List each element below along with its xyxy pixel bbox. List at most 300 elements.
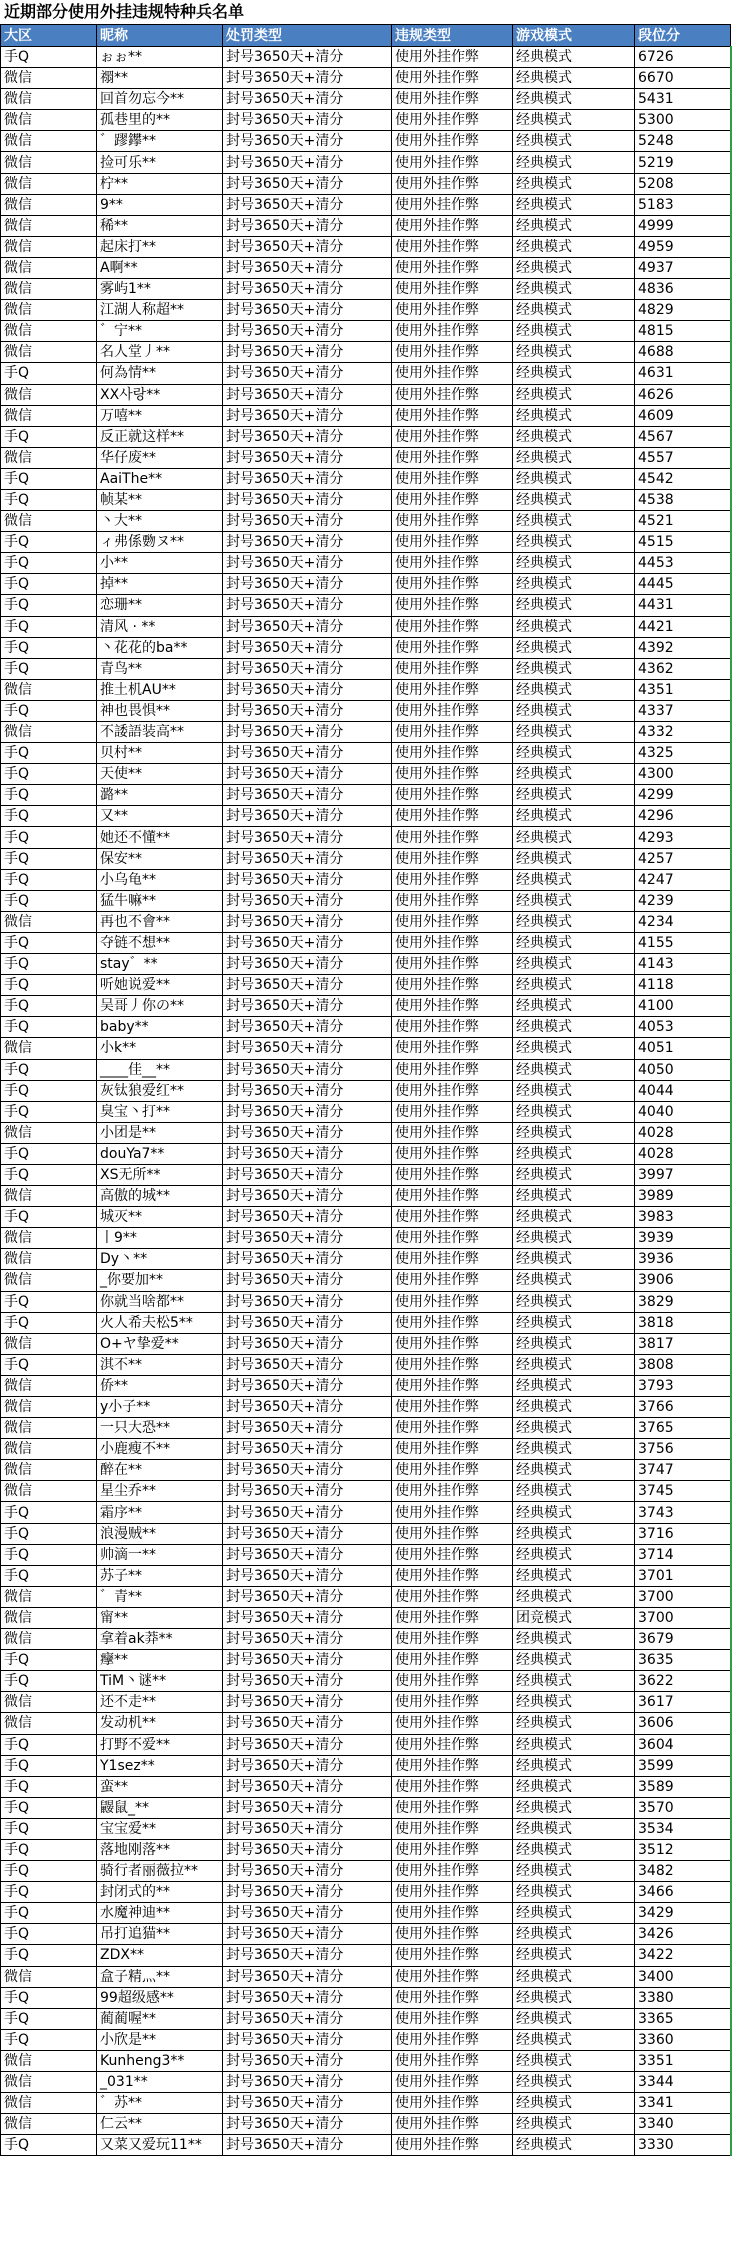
- cell-region: 微信: [1, 1249, 97, 1270]
- cell-region: 微信: [1, 447, 97, 468]
- cell-nickname: 小k**: [97, 1038, 223, 1059]
- cell-game-mode: 经典模式: [513, 1333, 635, 1354]
- cell-violation: 使用外挂作弊: [392, 2050, 513, 2071]
- cell-rank-score: 3793: [635, 1375, 731, 1396]
- cell-game-mode: 经典模式: [513, 489, 635, 510]
- cell-nickname: 名人堂丿**: [97, 342, 223, 363]
- cell-game-mode: 经典模式: [513, 2050, 635, 2071]
- table-row: [1, 89, 731, 110]
- cell-game-mode: 经典模式: [513, 932, 635, 953]
- cell-rank-score: 3765: [635, 1418, 731, 1439]
- cell-game-mode: 经典模式: [513, 1650, 635, 1671]
- cell-penalty: 封号3650天+清分: [223, 1080, 392, 1101]
- cell-game-mode: 经典模式: [513, 131, 635, 152]
- cell-game-mode: 经典模式: [513, 1586, 635, 1607]
- cell-region: 手Q: [1, 848, 97, 869]
- cell-game-mode: 经典模式: [513, 637, 635, 658]
- cell-penalty: 封号3650天+清分: [223, 1734, 392, 1755]
- table-row: [1, 511, 731, 532]
- cell-region: 手Q: [1, 932, 97, 953]
- cell-rank-score: 3341: [635, 2093, 731, 2114]
- cell-penalty: 封号3650天+清分: [223, 1164, 392, 1185]
- cell-nickname: ゛蹘鑻**: [97, 131, 223, 152]
- cell-region: 手Q: [1, 1291, 97, 1312]
- cell-penalty: 封号3650天+清分: [223, 1038, 392, 1059]
- cell-penalty: 封号3650天+清分: [223, 911, 392, 932]
- cell-violation: 使用外挂作弊: [392, 363, 513, 384]
- cell-nickname: XS无所**: [97, 1164, 223, 1185]
- table-row: [1, 1460, 731, 1481]
- cell-nickname: ZDX**: [97, 1945, 223, 1966]
- cell-penalty: 封号3650天+清分: [223, 1439, 392, 1460]
- cell-region: 微信: [1, 384, 97, 405]
- cell-region: 手Q: [1, 1143, 97, 1164]
- cell-rank-score: 3716: [635, 1523, 731, 1544]
- cell-game-mode: 经典模式: [513, 2072, 635, 2093]
- table-row: [1, 1059, 731, 1080]
- cell-violation: 使用外挂作弊: [392, 1924, 513, 1945]
- cell-nickname: 推土机AU**: [97, 679, 223, 700]
- cell-violation: 使用外挂作弊: [392, 194, 513, 215]
- cell-nickname: 夺链不想**: [97, 932, 223, 953]
- cell-rank-score: 5431: [635, 89, 731, 110]
- cell-rank-score: 3997: [635, 1164, 731, 1185]
- cell-nickname: 拿着ak莽**: [97, 1629, 223, 1650]
- cell-penalty: 封号3650天+清分: [223, 1671, 392, 1692]
- cell-region: 手Q: [1, 2008, 97, 2029]
- cell-game-mode: 经典模式: [513, 511, 635, 532]
- cell-region: 手Q: [1, 1101, 97, 1122]
- cell-rank-score: 5208: [635, 173, 731, 194]
- cell-penalty: 封号3650天+清分: [223, 2072, 392, 2093]
- cell-rank-score: 4296: [635, 806, 731, 827]
- cell-penalty: 封号3650天+清分: [223, 152, 392, 173]
- cell-game-mode: 经典模式: [513, 1861, 635, 1882]
- cell-penalty: 封号3650天+清分: [223, 1375, 392, 1396]
- cell-region: 手Q: [1, 1502, 97, 1523]
- cell-violation: 使用外挂作弊: [392, 1734, 513, 1755]
- cell-game-mode: 经典模式: [513, 1882, 635, 1903]
- table-row: [1, 342, 731, 363]
- table-row: [1, 595, 731, 616]
- cell-region: 微信: [1, 405, 97, 426]
- cell-nickname: 蔺蔺喔**: [97, 2008, 223, 2029]
- cell-rank-score: 4392: [635, 637, 731, 658]
- cell-nickname: 潞**: [97, 785, 223, 806]
- cell-nickname: 又菜又爱玩11**: [97, 2135, 223, 2156]
- cell-region: 手Q: [1, 700, 97, 721]
- cell-nickname: 99超级感**: [97, 1987, 223, 2008]
- cell-region: 手Q: [1, 1671, 97, 1692]
- table-row: [1, 1249, 731, 1270]
- table-row: [1, 975, 731, 996]
- cell-game-mode: 经典模式: [513, 1460, 635, 1481]
- cell-region: 微信: [1, 1122, 97, 1143]
- table-row: [1, 1797, 731, 1818]
- cell-region: 微信: [1, 511, 97, 532]
- cell-game-mode: 经典模式: [513, 1439, 635, 1460]
- cell-region: 手Q: [1, 1017, 97, 1038]
- cell-penalty: 封号3650天+清分: [223, 574, 392, 595]
- cell-penalty: 封号3650天+清分: [223, 194, 392, 215]
- cell-nickname: ぉぉ**: [97, 47, 223, 68]
- cell-region: 微信: [1, 68, 97, 89]
- cell-nickname: 掉**: [97, 574, 223, 595]
- cell-nickname: 火人希夫松5**: [97, 1312, 223, 1333]
- cell-penalty: 封号3650天+清分: [223, 426, 392, 447]
- cell-nickname: 水魔神迪**: [97, 1903, 223, 1924]
- cell-game-mode: 经典模式: [513, 1354, 635, 1375]
- cell-rank-score: 3829: [635, 1291, 731, 1312]
- cell-violation: 使用外挂作弊: [392, 848, 513, 869]
- table-row: [1, 532, 731, 553]
- cell-rank-score: 3747: [635, 1460, 731, 1481]
- cell-penalty: 封号3650天+清分: [223, 1291, 392, 1312]
- cell-rank-score: 4332: [635, 722, 731, 743]
- cell-game-mode: 经典模式: [513, 1671, 635, 1692]
- cell-rank-score: 4337: [635, 700, 731, 721]
- cell-penalty: 封号3650天+清分: [223, 321, 392, 342]
- cell-penalty: 封号3650天+清分: [223, 1502, 392, 1523]
- column-header-violation: 违规类型: [392, 25, 513, 47]
- cell-violation: 使用外挂作弊: [392, 1692, 513, 1713]
- cell-violation: 使用外挂作弊: [392, 511, 513, 532]
- cell-game-mode: 经典模式: [513, 996, 635, 1017]
- cell-penalty: 封号3650天+清分: [223, 1903, 392, 1924]
- cell-rank-score: 4050: [635, 1059, 731, 1080]
- table-row: [1, 2050, 731, 2071]
- cell-rank-score: 4609: [635, 405, 731, 426]
- cell-game-mode: 经典模式: [513, 954, 635, 975]
- cell-penalty: 封号3650天+清分: [223, 785, 392, 806]
- cell-violation: 使用外挂作弊: [392, 384, 513, 405]
- cell-penalty: 封号3650天+清分: [223, 700, 392, 721]
- cell-penalty: 封号3650天+清分: [223, 1924, 392, 1945]
- cell-rank-score: 4453: [635, 553, 731, 574]
- cell-game-mode: 经典模式: [513, 236, 635, 257]
- cell-region: 微信: [1, 1375, 97, 1396]
- cell-nickname: 保安**: [97, 848, 223, 869]
- cell-nickname: 一只大恐**: [97, 1418, 223, 1439]
- cell-nickname: 鼹鼠_**: [97, 1797, 223, 1818]
- table-row: [1, 1080, 731, 1101]
- cell-region: 手Q: [1, 574, 97, 595]
- cell-violation: 使用外挂作弊: [392, 2072, 513, 2093]
- cell-rank-score: 4293: [635, 827, 731, 848]
- cell-penalty: 封号3650天+清分: [223, 553, 392, 574]
- cell-nickname: 灰钛狼爱红**: [97, 1080, 223, 1101]
- cell-penalty: 封号3650天+清分: [223, 679, 392, 700]
- cell-region: 手Q: [1, 658, 97, 679]
- cell-game-mode: 经典模式: [513, 321, 635, 342]
- cell-rank-score: 4631: [635, 363, 731, 384]
- cell-penalty: 封号3650天+清分: [223, 2093, 392, 2114]
- column-header-nickname: 昵称: [97, 25, 223, 47]
- cell-penalty: 封号3650天+清分: [223, 954, 392, 975]
- cell-game-mode: 经典模式: [513, 68, 635, 89]
- cell-game-mode: 经典模式: [513, 1481, 635, 1502]
- cell-rank-score: 4299: [635, 785, 731, 806]
- cell-game-mode: 经典模式: [513, 1903, 635, 1924]
- cell-nickname: 吊打追猫**: [97, 1924, 223, 1945]
- cell-violation: 使用外挂作弊: [392, 1122, 513, 1143]
- table-row: [1, 1734, 731, 1755]
- table-row: [1, 1544, 731, 1565]
- cell-penalty: 封号3650天+清分: [223, 447, 392, 468]
- cell-region: 手Q: [1, 1882, 97, 1903]
- cell-rank-score: 4325: [635, 743, 731, 764]
- cell-game-mode: 经典模式: [513, 2135, 635, 2156]
- cell-game-mode: 经典模式: [513, 1375, 635, 1396]
- table-row: [1, 1607, 731, 1628]
- cell-rank-score: 3818: [635, 1312, 731, 1333]
- cell-game-mode: 经典模式: [513, 1312, 635, 1333]
- table-row: [1, 637, 731, 658]
- table-row: [1, 1776, 731, 1797]
- cell-rank-score: 4836: [635, 279, 731, 300]
- cell-nickname: 封闭式的**: [97, 1882, 223, 1903]
- cell-nickname: ィ弗係覅ヌ**: [97, 532, 223, 553]
- cell-game-mode: 经典模式: [513, 384, 635, 405]
- cell-region: 手Q: [1, 954, 97, 975]
- table-row: [1, 47, 731, 68]
- cell-rank-score: 4557: [635, 447, 731, 468]
- cell-penalty: 封号3650天+清分: [223, 1481, 392, 1502]
- cell-rank-score: 4542: [635, 468, 731, 489]
- cell-violation: 使用外挂作弊: [392, 300, 513, 321]
- cell-region: 微信: [1, 1966, 97, 1987]
- cell-nickname: 臭宝丶打**: [97, 1101, 223, 1122]
- cell-region: 微信: [1, 722, 97, 743]
- table-row: [1, 1375, 731, 1396]
- cell-nickname: 醉在**: [97, 1460, 223, 1481]
- cell-rank-score: 4362: [635, 658, 731, 679]
- table-row: [1, 1565, 731, 1586]
- cell-violation: 使用外挂作弊: [392, 637, 513, 658]
- cell-nickname: 江湖人称超**: [97, 300, 223, 321]
- cell-region: 手Q: [1, 996, 97, 1017]
- cell-rank-score: 4118: [635, 975, 731, 996]
- cell-penalty: 封号3650天+清分: [223, 1586, 392, 1607]
- cell-nickname: baby**: [97, 1017, 223, 1038]
- cell-violation: 使用外挂作弊: [392, 47, 513, 68]
- cell-penalty: 封号3650天+清分: [223, 2008, 392, 2029]
- cell-violation: 使用外挂作弊: [392, 1354, 513, 1375]
- cell-rank-score: 3344: [635, 2072, 731, 2093]
- cell-rank-score: 4688: [635, 342, 731, 363]
- cell-rank-score: 4351: [635, 679, 731, 700]
- cell-region: 微信: [1, 1186, 97, 1207]
- cell-violation: 使用外挂作弊: [392, 932, 513, 953]
- cell-violation: 使用外挂作弊: [392, 2114, 513, 2135]
- cell-violation: 使用外挂作弊: [392, 1164, 513, 1185]
- cell-game-mode: 经典模式: [513, 257, 635, 278]
- cell-rank-score: 3808: [635, 1354, 731, 1375]
- cell-penalty: 封号3650天+清分: [223, 2029, 392, 2050]
- table-row: [1, 700, 731, 721]
- cell-game-mode: 经典模式: [513, 1207, 635, 1228]
- cell-rank-score: 4300: [635, 764, 731, 785]
- cell-penalty: 封号3650天+清分: [223, 1797, 392, 1818]
- table-row: [1, 1861, 731, 1882]
- cell-region: 手Q: [1, 1312, 97, 1333]
- cell-violation: 使用外挂作弊: [392, 1882, 513, 1903]
- cell-game-mode: 经典模式: [513, 405, 635, 426]
- cell-region: 手Q: [1, 2135, 97, 2156]
- cell-nickname: douYa7**: [97, 1143, 223, 1164]
- cell-game-mode: 经典模式: [513, 911, 635, 932]
- cell-rank-score: 3700: [635, 1586, 731, 1607]
- cell-game-mode: 经典模式: [513, 1164, 635, 1185]
- cell-region: 微信: [1, 1607, 97, 1628]
- cell-violation: 使用外挂作弊: [392, 68, 513, 89]
- cell-game-mode: 经典模式: [513, 1755, 635, 1776]
- table-row: [1, 1291, 731, 1312]
- cell-game-mode: 经典模式: [513, 300, 635, 321]
- table-row: [1, 300, 731, 321]
- cell-nickname: 清风 · **: [97, 616, 223, 637]
- cell-rank-score: 3429: [635, 1903, 731, 1924]
- table-row: [1, 1987, 731, 2008]
- cell-region: 微信: [1, 236, 97, 257]
- cell-violation: 使用外挂作弊: [392, 1671, 513, 1692]
- column-header-game-mode: 游戏模式: [513, 25, 635, 47]
- cell-region: 手Q: [1, 1797, 97, 1818]
- cell-penalty: 封号3650天+清分: [223, 1059, 392, 1080]
- cell-rank-score: 3939: [635, 1228, 731, 1249]
- cell-nickname: 又**: [97, 806, 223, 827]
- cell-penalty: 封号3650天+清分: [223, 257, 392, 278]
- cell-violation: 使用外挂作弊: [392, 342, 513, 363]
- cell-nickname: TiM丶谜**: [97, 1671, 223, 1692]
- cell-nickname: 丶花花的ba**: [97, 637, 223, 658]
- cell-rank-score: 3400: [635, 1966, 731, 1987]
- cell-game-mode: 经典模式: [513, 110, 635, 131]
- table-row: [1, 1017, 731, 1038]
- table-row: [1, 679, 731, 700]
- cell-game-mode: 经典模式: [513, 1818, 635, 1839]
- cell-region: 手Q: [1, 1734, 97, 1755]
- cell-violation: 使用外挂作弊: [392, 679, 513, 700]
- cell-violation: 使用外挂作弊: [392, 743, 513, 764]
- cell-rank-score: 3512: [635, 1839, 731, 1860]
- cell-game-mode: 经典模式: [513, 1945, 635, 1966]
- cell-violation: 使用外挂作弊: [392, 764, 513, 785]
- cell-rank-score: 3700: [635, 1607, 731, 1628]
- cell-rank-score: 3426: [635, 1924, 731, 1945]
- cell-region: 微信: [1, 152, 97, 173]
- table-row: [1, 996, 731, 1017]
- table-row: [1, 1439, 731, 1460]
- cell-game-mode: 经典模式: [513, 279, 635, 300]
- cell-region: 微信: [1, 1629, 97, 1650]
- cell-violation: 使用外挂作弊: [392, 595, 513, 616]
- cell-nickname: 丶大**: [97, 511, 223, 532]
- cell-rank-score: 4626: [635, 384, 731, 405]
- cell-penalty: 封号3650天+清分: [223, 890, 392, 911]
- cell-violation: 使用外挂作弊: [392, 468, 513, 489]
- table-header-row: [1, 25, 731, 47]
- cell-rank-score: 4521: [635, 511, 731, 532]
- cell-violation: 使用外挂作弊: [392, 532, 513, 553]
- cell-game-mode: 经典模式: [513, 89, 635, 110]
- cell-violation: 使用外挂作弊: [392, 1565, 513, 1586]
- cell-rank-score: 3701: [635, 1565, 731, 1586]
- cell-penalty: 封号3650天+清分: [223, 1945, 392, 1966]
- cell-nickname: O+ヤ挚爱**: [97, 1333, 223, 1354]
- cell-rank-score: 3766: [635, 1397, 731, 1418]
- cell-violation: 使用外挂作弊: [392, 996, 513, 1017]
- cell-violation: 使用外挂作弊: [392, 574, 513, 595]
- cell-penalty: 封号3650天+清分: [223, 1418, 392, 1439]
- cell-violation: 使用外挂作弊: [392, 1861, 513, 1882]
- cell-game-mode: 经典模式: [513, 47, 635, 68]
- cell-nickname: AaiThe**: [97, 468, 223, 489]
- cell-region: 微信: [1, 89, 97, 110]
- table-row: [1, 911, 731, 932]
- cell-region: 手Q: [1, 1565, 97, 1586]
- cell-violation: 使用外挂作弊: [392, 1481, 513, 1502]
- cell-region: 手Q: [1, 595, 97, 616]
- cell-rank-score: 3756: [635, 1439, 731, 1460]
- cell-region: 手Q: [1, 1945, 97, 1966]
- cell-violation: 使用外挂作弊: [392, 1797, 513, 1818]
- cell-region: 微信: [1, 1586, 97, 1607]
- table-row: [1, 2008, 731, 2029]
- cell-rank-score: 3380: [635, 1987, 731, 2008]
- cell-region: 微信: [1, 1397, 97, 1418]
- cell-rank-score: 3604: [635, 1734, 731, 1755]
- table-row: [1, 1586, 731, 1607]
- cell-game-mode: 经典模式: [513, 1629, 635, 1650]
- cell-violation: 使用外挂作弊: [392, 1502, 513, 1523]
- cell-game-mode: 经典模式: [513, 1924, 635, 1945]
- cell-region: 手Q: [1, 1755, 97, 1776]
- cell-rank-score: 4040: [635, 1101, 731, 1122]
- table-row: [1, 1818, 731, 1839]
- table-row: [1, 954, 731, 975]
- cell-penalty: 封号3650天+清分: [223, 2135, 392, 2156]
- cell-rank-score: 4239: [635, 890, 731, 911]
- cell-region: 手Q: [1, 890, 97, 911]
- cell-region: 手Q: [1, 869, 97, 890]
- cell-penalty: 封号3650天+清分: [223, 131, 392, 152]
- cell-rank-score: 3714: [635, 1544, 731, 1565]
- cell-region: 手Q: [1, 806, 97, 827]
- table-row: [1, 1966, 731, 1987]
- cell-rank-score: 5219: [635, 152, 731, 173]
- cell-violation: 使用外挂作弊: [392, 1629, 513, 1650]
- cell-rank-score: 4538: [635, 489, 731, 510]
- cell-region: 微信: [1, 2093, 97, 2114]
- cell-penalty: 封号3650天+清分: [223, 1354, 392, 1375]
- cell-nickname: _你要加**: [97, 1270, 223, 1291]
- cell-penalty: 封号3650天+清分: [223, 1713, 392, 1734]
- table-row: [1, 1228, 731, 1249]
- cell-rank-score: 4815: [635, 321, 731, 342]
- cell-region: 手Q: [1, 1650, 97, 1671]
- cell-region: 微信: [1, 1038, 97, 1059]
- cell-violation: 使用外挂作弊: [392, 1143, 513, 1164]
- cell-penalty: 封号3650天+清分: [223, 1692, 392, 1713]
- cell-game-mode: 经典模式: [513, 743, 635, 764]
- table-row: [1, 1270, 731, 1291]
- cell-violation: 使用外挂作弊: [392, 1544, 513, 1565]
- table-row: [1, 553, 731, 574]
- cell-violation: 使用外挂作弊: [392, 321, 513, 342]
- cell-nickname: 恋珊**: [97, 595, 223, 616]
- cell-penalty: 封号3650天+清分: [223, 1650, 392, 1671]
